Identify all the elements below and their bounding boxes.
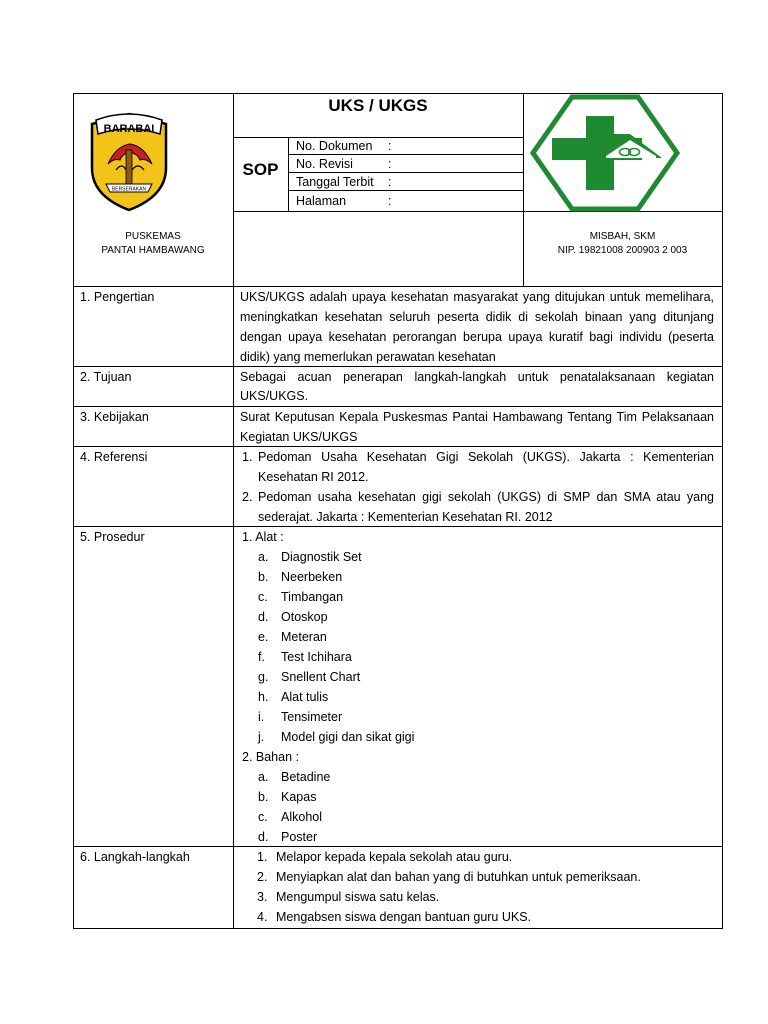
langkah-number: 4. bbox=[257, 910, 268, 924]
alat-heading: 1. Alat : bbox=[242, 530, 284, 544]
alat-letter: f. bbox=[258, 650, 265, 664]
field-tanggal-terbit: Tanggal Terbit bbox=[296, 175, 374, 189]
referensi-line: Pedoman usaha kesehatan gigi sekolah (UKGS) di SMP dan SMA atau yang bbox=[258, 490, 714, 504]
alat-letter: h. bbox=[258, 690, 269, 704]
alat-letter: c. bbox=[258, 590, 268, 604]
barabai-crest-logo bbox=[86, 110, 172, 214]
section-label-tujuan: 2. Tujuan bbox=[80, 370, 132, 384]
field-no-dokumen: No. Dokumen bbox=[296, 139, 373, 153]
pengertian-line: dengan upaya kesehatan perorangan berupa upaya kuratif bagi individu (peserta bbox=[240, 330, 714, 344]
langkah-item: Mengabsen siswa dengan bantuan guru UKS. bbox=[276, 910, 532, 924]
signatory-name: MISBAH, SKM bbox=[589, 231, 656, 242]
section-label-langkah: 6. Langkah-langkah bbox=[80, 850, 190, 864]
document-title: UKS / UKGS bbox=[328, 96, 428, 115]
langkah-number: 1. bbox=[257, 850, 268, 864]
field-no-revisi: No. Revisi bbox=[296, 157, 353, 171]
crest-text: BARABAI bbox=[103, 123, 155, 135]
alat-item: Model gigi dan sikat gigi bbox=[281, 730, 415, 744]
field-colon: : bbox=[388, 194, 392, 208]
border-left bbox=[73, 93, 74, 929]
field-colon: : bbox=[388, 157, 392, 171]
field-colon: : bbox=[388, 175, 392, 189]
langkah-item: Menyiapkan alat dan bahan yang di butuhkan untuk pemeriksaan. bbox=[276, 870, 641, 884]
border-right bbox=[722, 93, 723, 929]
alat-item: Diagnostik Set bbox=[281, 550, 362, 564]
kebijakan-line: Kegiatan UKS/UKGS bbox=[240, 430, 358, 444]
bahan-item: Kapas bbox=[281, 790, 317, 804]
bahan-letter: a. bbox=[258, 770, 269, 784]
referensi-line: Kesehatan RI 2012. bbox=[258, 470, 369, 484]
langkah-item: Melapor kepada kepala sekolah atau guru. bbox=[276, 850, 513, 864]
section-label-prosedur: 5. Prosedur bbox=[80, 530, 145, 544]
bahan-item: Betadine bbox=[281, 770, 331, 784]
section-label-referensi: 4. Referensi bbox=[80, 450, 148, 464]
pengertian-line: meningkatkan kesehatan seluruh peserta didik di sekolah binaan yang ditunjang bbox=[240, 310, 714, 324]
alat-letter: d. bbox=[258, 610, 269, 624]
alat-item: Test Ichihara bbox=[281, 650, 352, 664]
referensi-line: Pedoman Usaha Kesehatan Gigi Sekolah (UKGS). Jakarta : Kementerian bbox=[258, 450, 714, 464]
alat-item: Otoskop bbox=[281, 610, 328, 624]
bahan-letter: b. bbox=[258, 790, 269, 804]
field-colon: : bbox=[388, 139, 392, 153]
alat-letter: e. bbox=[258, 630, 269, 644]
pengertian-line: didik) yang memerlukan perawatan kesehatan bbox=[240, 350, 496, 364]
langkah-item: Mengumpul siswa satu kelas. bbox=[276, 890, 440, 904]
sop-label: SOP bbox=[242, 160, 279, 179]
bahan-item: Poster bbox=[281, 830, 318, 844]
referensi-line: sederajat. Jakarta : Kementerian Kesehatan RI. 2012 bbox=[258, 510, 553, 524]
title-divider bbox=[233, 137, 523, 138]
alat-item: Tensimeter bbox=[281, 710, 343, 724]
alat-item: Timbangan bbox=[281, 590, 344, 604]
referensi-number: 2. bbox=[242, 490, 253, 504]
alat-item: Alat tulis bbox=[281, 690, 329, 704]
pengertian-line: UKS/UKGS adalah upaya kesehatan masyarakat yang ditujukan untuk memelihara, bbox=[240, 290, 714, 304]
bahan-heading: 2. Bahan : bbox=[242, 750, 299, 764]
tujuan-line: Sebagai acuan penerapan langkah-langkah untuk penatalaksanaan kegiatan bbox=[240, 370, 714, 384]
alat-item: Neerbeken bbox=[281, 570, 343, 584]
bahan-letter: c. bbox=[258, 810, 268, 824]
alat-item: Meteran bbox=[281, 630, 327, 644]
section-label-pengertian: 1. Pengertian bbox=[80, 290, 155, 304]
sop-divider bbox=[288, 137, 289, 211]
org-name-line2: PANTAI HAMBAWANG bbox=[101, 245, 205, 256]
alat-letter: i. bbox=[258, 710, 265, 724]
referensi-number: 1. bbox=[242, 450, 253, 464]
bahan-letter: d. bbox=[258, 830, 269, 844]
section-label-kebijakan: 3. Kebijakan bbox=[80, 410, 149, 424]
crest-banner-text: BERSERAKAN bbox=[111, 186, 147, 193]
alat-letter: j. bbox=[258, 730, 265, 744]
langkah-number: 2. bbox=[257, 870, 268, 884]
langkah-number: 3. bbox=[257, 890, 268, 904]
alat-letter: b. bbox=[258, 570, 269, 584]
kebijakan-line: Surat Keputusan Kepala Puskesmas Pantai Hambawang Tentang Tim Pelaksanaan bbox=[240, 410, 714, 424]
field-halaman: Halaman bbox=[296, 194, 347, 208]
puskesmas-logo bbox=[530, 94, 680, 212]
column-divider bbox=[233, 93, 234, 929]
signatory-nip: NIP. 19821008 200903 2 003 bbox=[557, 245, 688, 256]
alat-item: Snellent Chart bbox=[281, 670, 361, 684]
alat-letter: g. bbox=[258, 670, 269, 684]
bahan-item: Alkohol bbox=[281, 810, 322, 824]
tujuan-line: UKS/UKGS. bbox=[240, 389, 309, 403]
org-name-line1: PUSKEMAS bbox=[125, 231, 181, 242]
border-bottom bbox=[73, 928, 723, 929]
alat-letter: a. bbox=[258, 550, 269, 564]
